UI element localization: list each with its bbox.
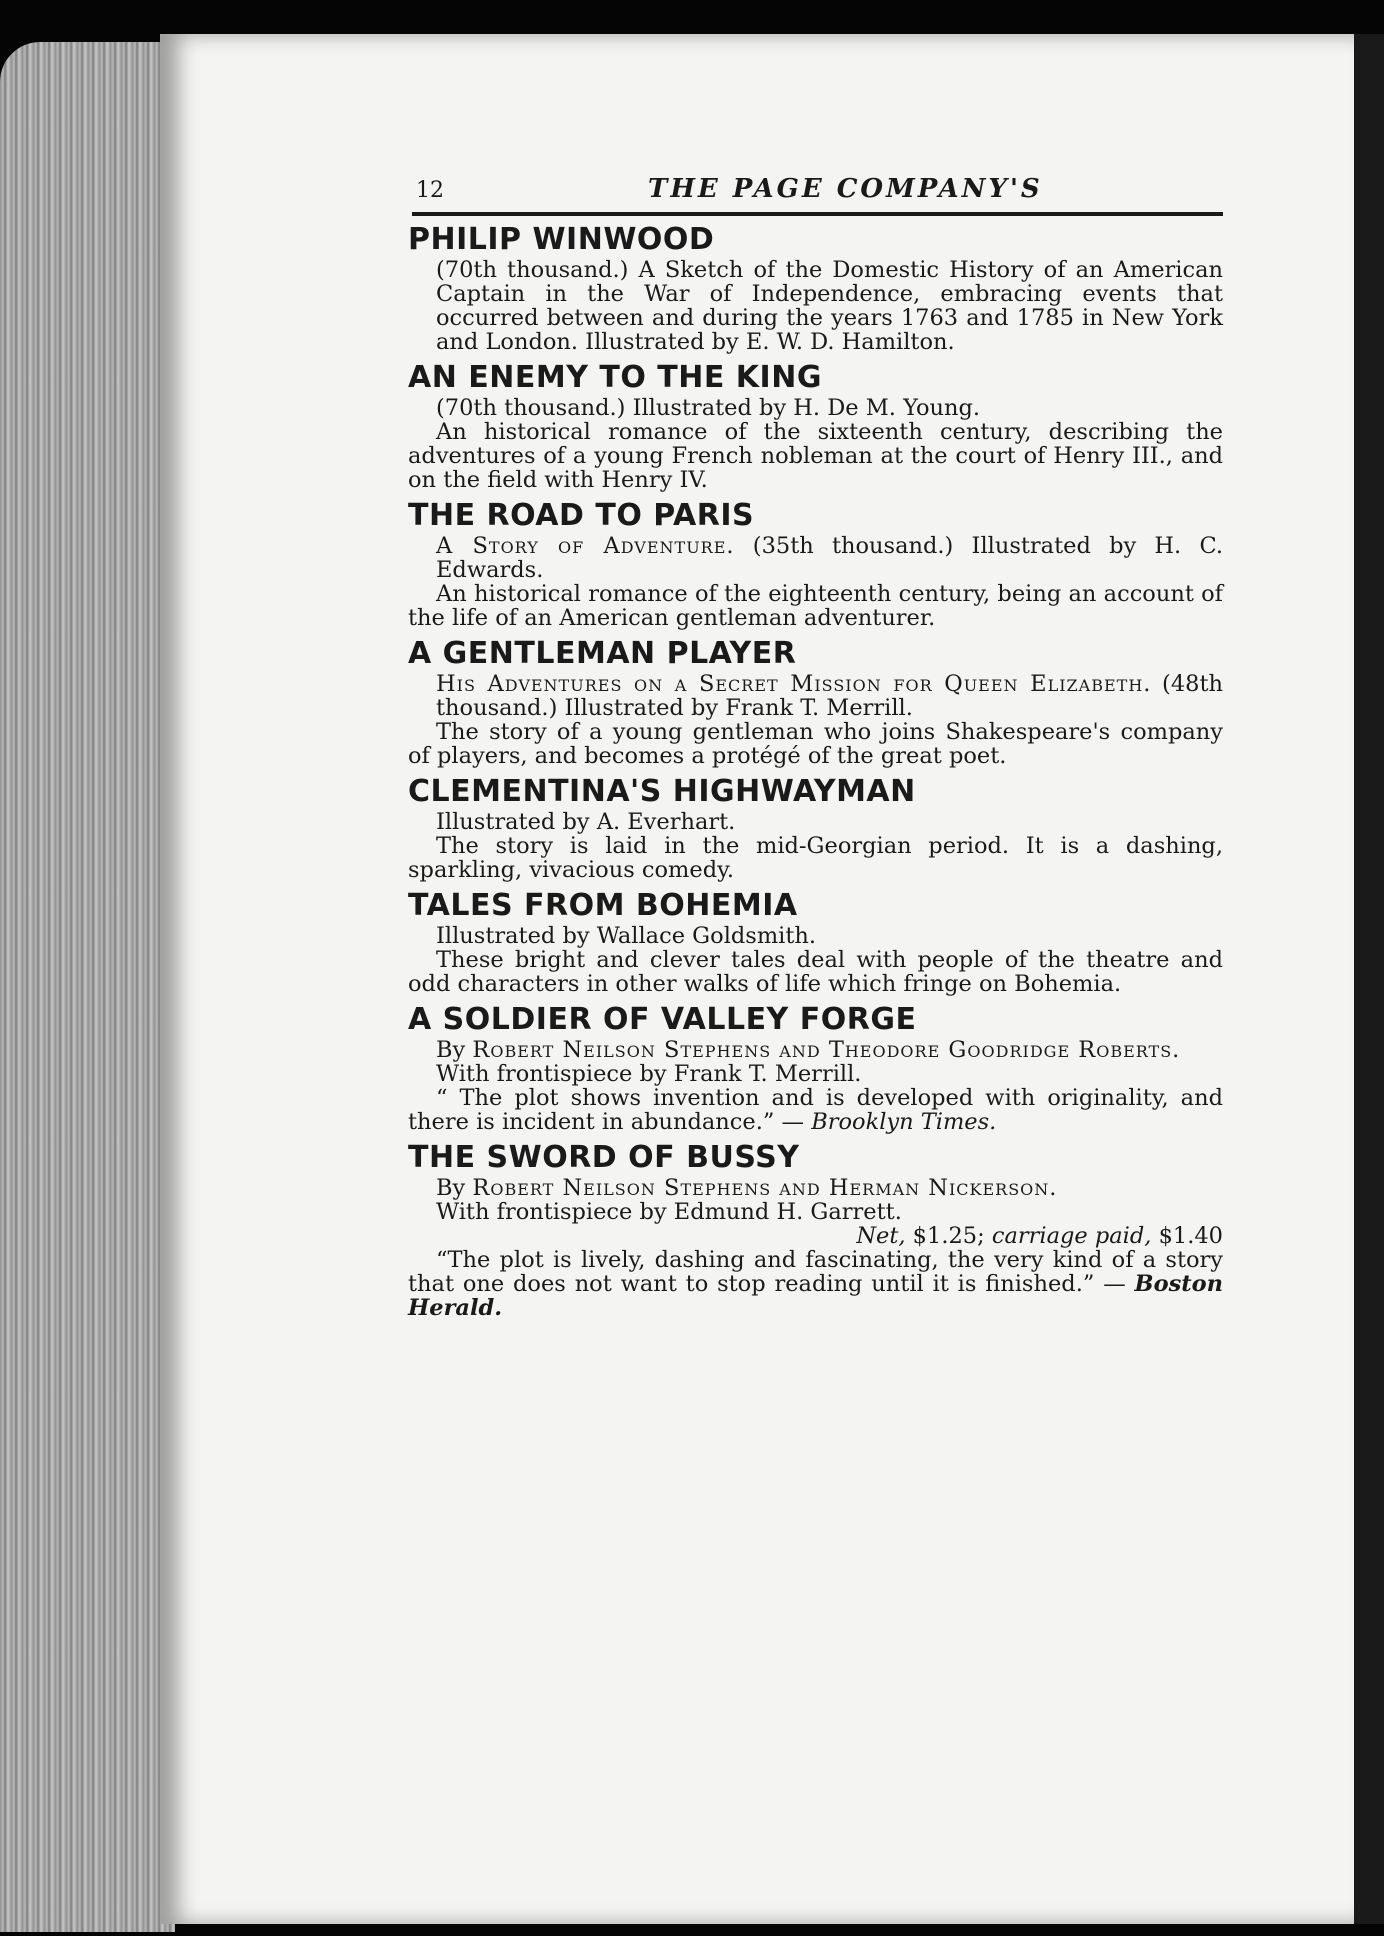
entry-description: The story is laid in the mid-Georgian period. It is a dashing, sparkling, vivacious comedy. [408, 833, 1223, 883]
price-carriage-label: carriage paid, [991, 1223, 1152, 1249]
entry-authors [408, 1176, 1223, 1200]
entry-frontispiece: With frontispiece by Edmund H. Garrett. [436, 1199, 902, 1225]
entry-edition-text: (35th thousand.) Illustrated by H. C. Edwards. [436, 533, 1224, 583]
book-entry-the-road-to-paris [408, 498, 1223, 630]
entry-frontispiece: With frontispiece by Frank T. Merrill. [436, 1061, 862, 1087]
entry-description: (70th thousand.) A Sketch of the Domestic History of an American Captain in the War of Independence, embracing events that occurred between and during the years 1763 and 1785 in New York and London. Illustrated by E. W. D. Hamilton. [436, 257, 1223, 355]
entry-title: THE ROAD TO PARIS [408, 498, 755, 533]
price-net: $1.25; [905, 1223, 992, 1249]
entry-description: These bright and clever tales deal with people of the theatre and odd characters in other walks of life which fringe on Bohemia. [408, 947, 1223, 997]
entry-title: PHILIP WINWOOD [408, 222, 715, 257]
entry-description: An historical romance of the sixteenth century, describing the adventures of a young French nobleman at the court of Henry III., and on the field with Henry IV. [408, 419, 1223, 493]
entry-subtitle: His Adventures on a Secret Mission for Queen Elizabeth. [436, 671, 1152, 697]
entry-by-label: By [436, 1037, 473, 1063]
book-entry-tales-from-bohemia [408, 888, 1223, 996]
entry-review-quote [408, 1248, 1223, 1320]
book-entry-a-gentleman-player [408, 636, 1223, 768]
page-number: 12 [416, 178, 444, 203]
book-entry-philip-winwood [408, 222, 1223, 354]
entry-author-names: Robert Neilson Stephens and Theodore Goodridge Roberts. [472, 1037, 1181, 1063]
entry-edition-info [408, 672, 1223, 720]
entry-edition-info [408, 534, 1223, 582]
book-page-edges [0, 42, 175, 1932]
entry-subtitle: A Story of Adventure. [436, 533, 735, 559]
book-entry-the-sword-of-bussy [408, 1140, 1223, 1320]
entry-author-names: Robert Neilson Stephens and Herman Nickerson. [472, 1175, 1058, 1201]
book-entry-clementinas-highwayman [408, 774, 1223, 882]
header-rule [412, 212, 1223, 216]
book-entry-an-enemy-to-the-king [408, 360, 1223, 492]
entry-authors [408, 1038, 1223, 1062]
entry-title: TALES FROM BOHEMIA [408, 888, 798, 923]
price-carriage: $1.40 [1151, 1223, 1223, 1249]
book-entry-a-soldier-of-valley-forge [408, 1002, 1223, 1134]
entry-edition-info: (70th thousand.) Illustrated by H. De M. Young. [436, 395, 981, 421]
review-text: “The plot is lively, dashing and fascinating, the very kind of a story that one does not want to stop reading until it is finished.” — [408, 1247, 1223, 1297]
entry-title: THE SWORD OF BUSSY [408, 1140, 800, 1175]
page-content [408, 172, 1223, 1320]
price-net-label: Net, [856, 1223, 906, 1249]
entry-by-label: By [436, 1175, 473, 1201]
entry-edition-text: (48th thousand.) Illustrated by Frank T. Merrill. [436, 671, 1224, 721]
entry-title: A GENTLEMAN PLAYER [408, 636, 797, 671]
review-text: “ The plot shows invention and is developed with originality, and there is incident in abundance.” — [408, 1085, 1223, 1135]
entry-title: CLEMENTINA'S HIGHWAYMAN [408, 774, 916, 809]
running-title: THE PAGE COMPANY'S [648, 174, 1043, 204]
entry-illustrator: Illustrated by Wallace Goldsmith. [436, 923, 817, 949]
page-header [408, 172, 1223, 210]
entry-title: A SOLDIER OF VALLEY FORGE [408, 1002, 917, 1037]
entry-title: AN ENEMY TO THE KING [408, 360, 822, 395]
review-source: Boston Herald. [408, 1271, 1223, 1321]
entry-description: The story of a young gentleman who joins Shakespeare's company of players, and becomes a protégé of the great poet. [408, 719, 1223, 769]
review-source: Brooklyn Times. [811, 1109, 997, 1135]
entry-illustrator: Illustrated by A. Everhart. [436, 809, 736, 835]
entry-description: An historical romance of the eighteenth century, being an account of the life of an American gentleman adventurer. [408, 581, 1223, 631]
entry-price [408, 1224, 1223, 1248]
scan-right-border [1354, 34, 1384, 1924]
entry-review-quote [408, 1086, 1223, 1134]
